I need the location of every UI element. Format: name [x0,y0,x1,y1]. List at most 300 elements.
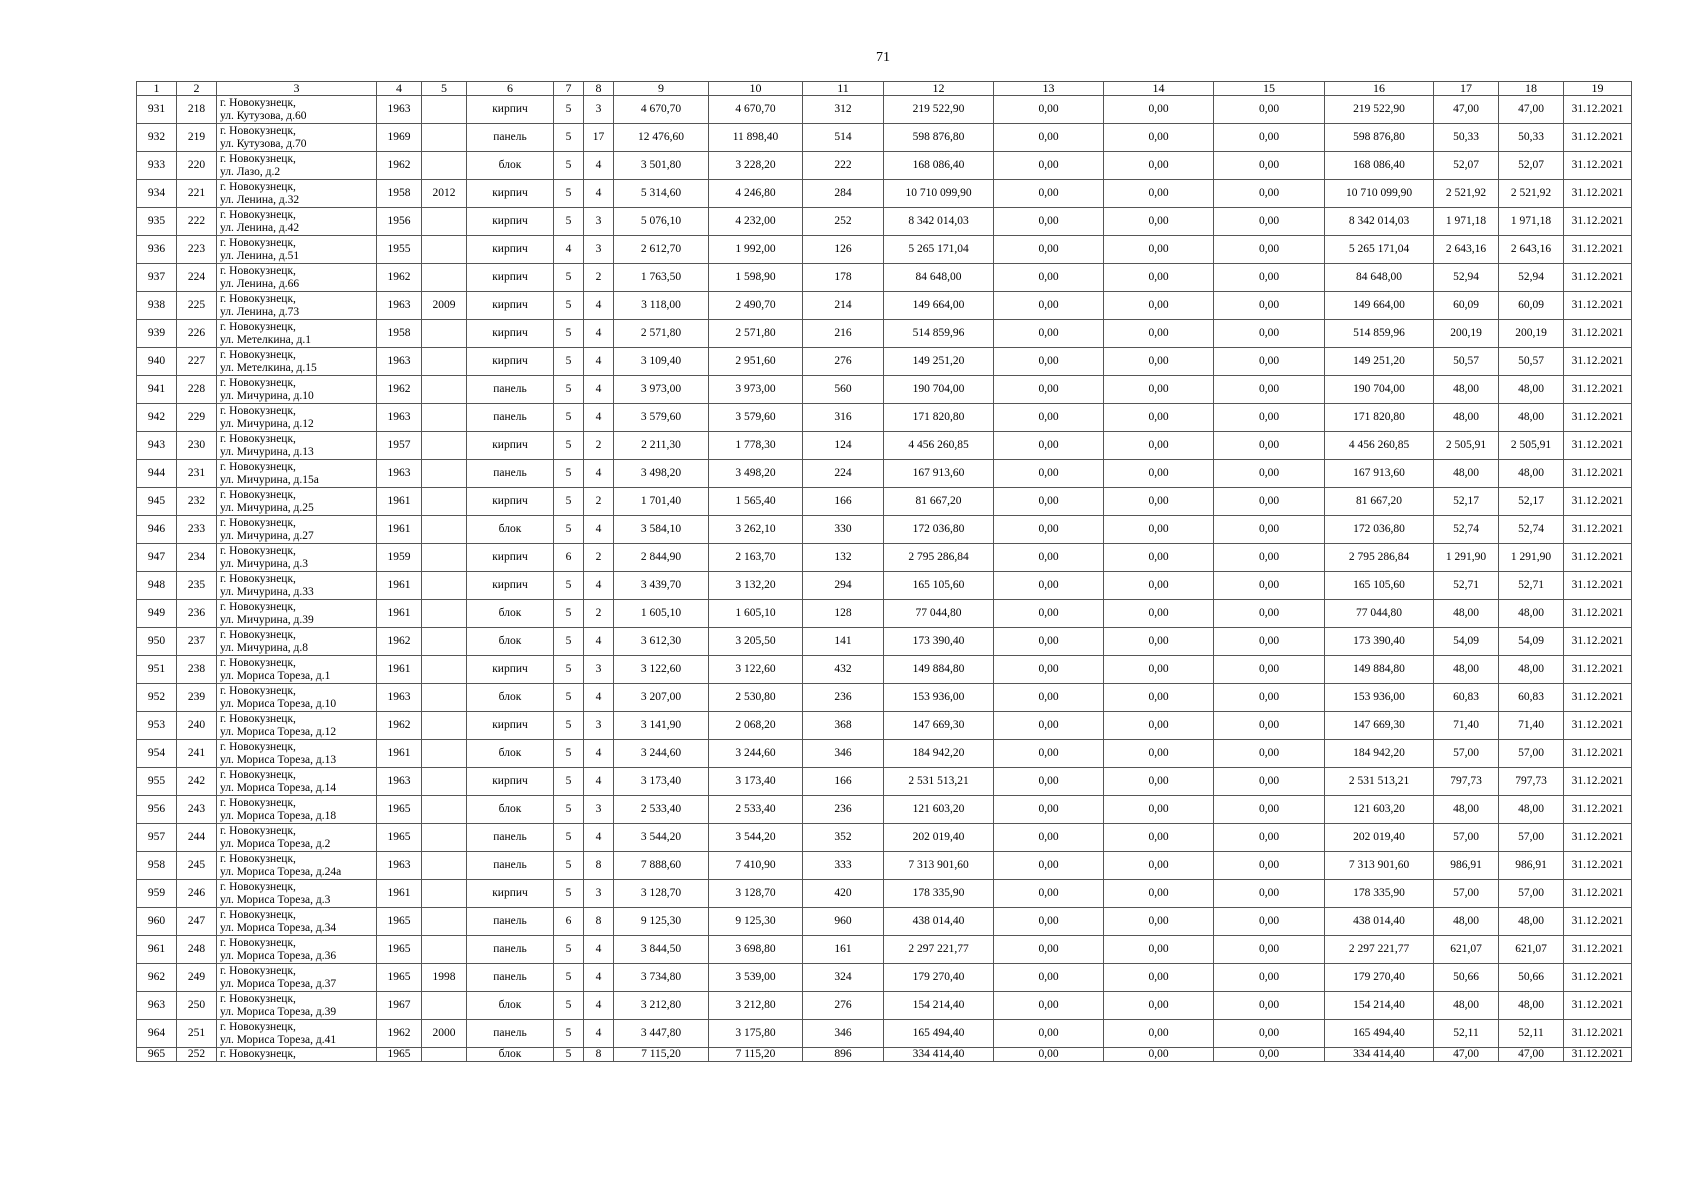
address-city: г. Новокузнецк, [220,488,296,501]
total-cost: 147 669,30 [884,712,994,740]
cost-col-13: 0,00 [994,320,1104,348]
floors: 5 [554,516,584,544]
table-row [137,908,1632,936]
wall-material: кирпич [467,348,554,376]
total-cost: 2 297 221,77 [884,936,994,964]
floors: 5 [554,152,584,180]
total-area: 3 207,00 [614,684,709,712]
living-area: 3 212,80 [709,992,803,1020]
column-header: 5 [422,82,467,96]
deadline-date: 31.12.2021 [1564,180,1632,208]
total-cost: 2 795 286,84 [884,544,994,572]
floors: 5 [554,880,584,908]
total-cost: 154 214,40 [884,992,994,1020]
residents: 333 [803,852,884,880]
column-header: 11 [803,82,884,96]
rate-col-18: 48,00 [1499,908,1564,936]
entrances: 3 [584,796,614,824]
build-year: 1963 [377,348,422,376]
rate-col-18: 2 521,92 [1499,180,1564,208]
living-area: 3 228,20 [709,152,803,180]
total-area: 3 579,60 [614,404,709,432]
cost-col-13: 0,00 [994,96,1104,124]
rate-col-18: 48,00 [1499,656,1564,684]
renovation-year [422,824,467,852]
address-street: ул. Мичурина, д.10 [220,389,314,402]
cost-col-13: 0,00 [994,1048,1104,1062]
address-cell [217,1020,377,1048]
table-row [137,936,1632,964]
address-city: г. Новокузнецк, [220,796,296,809]
cost-col-13: 0,00 [994,880,1104,908]
renovation-year [422,936,467,964]
item-number: 236 [177,600,217,628]
floors: 5 [554,460,584,488]
address-street: ул. Мориса Тореза, д.13 [220,753,337,766]
build-year: 1965 [377,824,422,852]
address-city: г. Новокузнецк, [220,208,296,221]
entrances: 8 [584,908,614,936]
row-number: 935 [137,208,177,236]
renovation-year [422,656,467,684]
rate-col-18: 54,09 [1499,628,1564,656]
wall-material: блок [467,600,554,628]
item-number: 244 [177,824,217,852]
cost-col-14: 0,00 [1104,320,1214,348]
table-row [137,152,1632,180]
living-area: 1 605,10 [709,600,803,628]
column-header: 7 [554,82,584,96]
cost-col-13: 0,00 [994,740,1104,768]
total-area: 3 447,80 [614,1020,709,1048]
item-number: 232 [177,488,217,516]
rate-col-17: 52,17 [1434,488,1499,516]
address-street: ул. Ленина, д.51 [220,249,300,262]
renovation-year [422,880,467,908]
row-number: 932 [137,124,177,152]
total-cost: 184 942,20 [884,740,994,768]
address-street: ул. Мичурина, д.12 [220,417,314,430]
build-year: 1963 [377,852,422,880]
renovation-year [422,152,467,180]
entrances: 3 [584,712,614,740]
build-year: 1961 [377,740,422,768]
deadline-date: 31.12.2021 [1564,684,1632,712]
renovation-year [422,544,467,572]
cost-col-15: 0,00 [1214,544,1325,572]
item-number: 233 [177,516,217,544]
residents: 324 [803,964,884,992]
item-number: 218 [177,96,217,124]
cost-col-13: 0,00 [994,236,1104,264]
total-area: 1 605,10 [614,600,709,628]
address-city: г. Новокузнецк, [220,96,296,109]
address-street: ул. Мориса Тореза, д.14 [220,781,337,794]
cost-col-16: 168 086,40 [1325,152,1434,180]
address-street: ул. Мичурина, д.39 [220,613,314,626]
entrances: 4 [584,936,614,964]
address-street: ул. Метелкина, д.1 [220,333,312,346]
item-number: 220 [177,152,217,180]
living-area: 7 410,90 [709,852,803,880]
deadline-date: 31.12.2021 [1564,152,1632,180]
renovation-year [422,460,467,488]
total-area: 9 125,30 [614,908,709,936]
table-row [137,544,1632,572]
living-area: 3 128,70 [709,880,803,908]
row-number: 950 [137,628,177,656]
renovation-year [422,600,467,628]
address-city: г. Новокузнецк, [220,376,296,389]
address-street: ул. Лазо, д.2 [220,165,281,178]
renovation-year [422,740,467,768]
cost-col-13: 0,00 [994,544,1104,572]
item-number: 245 [177,852,217,880]
deadline-date: 31.12.2021 [1564,348,1632,376]
cost-col-13: 0,00 [994,1020,1104,1048]
floors: 6 [554,908,584,936]
address-cell [217,656,377,684]
item-number: 249 [177,964,217,992]
entrances: 4 [584,992,614,1020]
wall-material: кирпич [467,292,554,320]
deadline-date: 31.12.2021 [1564,768,1632,796]
living-area: 3 132,20 [709,572,803,600]
cost-col-13: 0,00 [994,684,1104,712]
table-body [137,96,1632,1062]
cost-col-14: 0,00 [1104,152,1214,180]
deadline-date: 31.12.2021 [1564,264,1632,292]
address-city: г. Новокузнецк, [220,908,296,921]
renovation-year: 2000 [422,1020,467,1048]
build-year: 1961 [377,656,422,684]
address-street: ул. Метелкина, д.15 [220,361,317,374]
row-number: 960 [137,908,177,936]
cost-col-15: 0,00 [1214,684,1325,712]
rate-col-17: 48,00 [1434,908,1499,936]
cost-col-14: 0,00 [1104,656,1214,684]
rate-col-18: 52,17 [1499,488,1564,516]
floors: 5 [554,376,584,404]
item-number: 237 [177,628,217,656]
table-row [137,628,1632,656]
build-year: 1965 [377,936,422,964]
build-year: 1959 [377,544,422,572]
renovation-year [422,1048,467,1062]
table-row [137,432,1632,460]
deadline-date: 31.12.2021 [1564,824,1632,852]
address-cell [217,936,377,964]
build-year: 1963 [377,684,422,712]
table-row [137,516,1632,544]
rate-col-17: 50,33 [1434,124,1499,152]
build-year: 1962 [377,712,422,740]
living-area: 2 951,60 [709,348,803,376]
cost-col-15: 0,00 [1214,880,1325,908]
deadline-date: 31.12.2021 [1564,628,1632,656]
address-street: ул. Мориса Тореза, д.12 [220,725,337,738]
entrances: 4 [584,740,614,768]
cost-col-16: 165 494,40 [1325,1020,1434,1048]
entrances: 4 [584,768,614,796]
cost-col-14: 0,00 [1104,488,1214,516]
total-cost: 4 456 260,85 [884,432,994,460]
cost-col-14: 0,00 [1104,824,1214,852]
build-year: 1961 [377,600,422,628]
item-number: 241 [177,740,217,768]
floors: 5 [554,208,584,236]
table-row [137,264,1632,292]
row-number: 939 [137,320,177,348]
build-year: 1965 [377,964,422,992]
cost-col-16: 171 820,80 [1325,404,1434,432]
total-cost: 81 667,20 [884,488,994,516]
cost-col-13: 0,00 [994,936,1104,964]
floors: 5 [554,404,584,432]
table-row [137,488,1632,516]
address-city: г. Новокузнецк, [220,432,296,445]
living-area: 11 898,40 [709,124,803,152]
entrances: 3 [584,656,614,684]
address-street: ул. Ленина, д.32 [220,193,300,206]
build-year: 1961 [377,572,422,600]
floors: 5 [554,1048,584,1062]
address-street: ул. Мичурина, д.15а [220,473,319,486]
wall-material: кирпич [467,768,554,796]
total-cost: 10 710 099,90 [884,180,994,208]
item-number: 235 [177,572,217,600]
cost-col-16: 179 270,40 [1325,964,1434,992]
total-cost: 202 019,40 [884,824,994,852]
deadline-date: 31.12.2021 [1564,236,1632,264]
table-row [137,348,1632,376]
floors: 5 [554,432,584,460]
living-area: 3 173,40 [709,768,803,796]
row-number: 936 [137,236,177,264]
address-city: г. Новокузнецк, [220,824,296,837]
table-row [137,180,1632,208]
rate-col-18: 48,00 [1499,600,1564,628]
rate-col-17: 52,71 [1434,572,1499,600]
cost-col-16: 147 669,30 [1325,712,1434,740]
rate-col-18: 50,33 [1499,124,1564,152]
cost-col-13: 0,00 [994,572,1104,600]
address-cell [217,96,377,124]
residents: 141 [803,628,884,656]
address-city: г. Новокузнецк, [220,264,296,277]
cost-col-15: 0,00 [1214,96,1325,124]
living-area: 3 262,10 [709,516,803,544]
row-number: 959 [137,880,177,908]
address-city: г. Новокузнецк, [220,236,296,249]
cost-col-15: 0,00 [1214,1020,1325,1048]
total-cost: 219 522,90 [884,96,994,124]
build-year: 1962 [377,152,422,180]
address-street: ул. Мориса Тореза, д.2 [220,837,331,850]
address-cell [217,516,377,544]
cost-col-14: 0,00 [1104,516,1214,544]
deadline-date: 31.12.2021 [1564,908,1632,936]
cost-col-16: 84 648,00 [1325,264,1434,292]
wall-material: блок [467,796,554,824]
cost-col-15: 0,00 [1214,824,1325,852]
cost-col-14: 0,00 [1104,432,1214,460]
cost-col-14: 0,00 [1104,1020,1214,1048]
build-year: 1957 [377,432,422,460]
rate-col-18: 60,83 [1499,684,1564,712]
row-number: 956 [137,796,177,824]
rate-col-18: 1 291,90 [1499,544,1564,572]
cost-col-14: 0,00 [1104,796,1214,824]
rate-col-17: 48,00 [1434,656,1499,684]
table-row [137,796,1632,824]
rate-col-18: 52,11 [1499,1020,1564,1048]
row-number: 944 [137,460,177,488]
address-cell [217,320,377,348]
address-street: ул. Мориса Тореза, д.37 [220,977,337,990]
deadline-date: 31.12.2021 [1564,124,1632,152]
total-cost: 172 036,80 [884,516,994,544]
deadline-date: 31.12.2021 [1564,320,1632,348]
cost-col-13: 0,00 [994,292,1104,320]
build-year: 1962 [377,264,422,292]
entrances: 4 [584,152,614,180]
entrances: 4 [584,572,614,600]
housing-registry-table [136,81,1632,1062]
residents: 294 [803,572,884,600]
total-cost: 121 603,20 [884,796,994,824]
total-area: 2 533,40 [614,796,709,824]
item-number: 242 [177,768,217,796]
address-cell [217,152,377,180]
total-area: 3 109,40 [614,348,709,376]
table-row [137,124,1632,152]
wall-material: блок [467,628,554,656]
address-cell [217,124,377,152]
cost-col-15: 0,00 [1214,992,1325,1020]
address-city: г. Новокузнецк, [220,152,296,165]
residents: 896 [803,1048,884,1062]
address-city: г. Новокузнецк, [220,516,296,529]
table-row [137,1020,1632,1048]
wall-material: панель [467,964,554,992]
build-year: 1958 [377,180,422,208]
floors: 5 [554,684,584,712]
rate-col-18: 48,00 [1499,460,1564,488]
living-area: 2 068,20 [709,712,803,740]
cost-col-14: 0,00 [1104,236,1214,264]
entrances: 2 [584,544,614,572]
cost-col-15: 0,00 [1214,488,1325,516]
living-area: 1 778,30 [709,432,803,460]
cost-col-16: 172 036,80 [1325,516,1434,544]
residents: 432 [803,656,884,684]
row-number: 955 [137,768,177,796]
wall-material: кирпич [467,264,554,292]
column-header: 9 [614,82,709,96]
wall-material: панель [467,404,554,432]
rate-col-18: 48,00 [1499,796,1564,824]
cost-col-16: 173 390,40 [1325,628,1434,656]
total-area: 3 141,90 [614,712,709,740]
living-area: 7 115,20 [709,1048,803,1062]
item-number: 247 [177,908,217,936]
address-city: г. Новокузнецк, [220,600,296,613]
address-cell [217,628,377,656]
rate-col-18: 50,66 [1499,964,1564,992]
residents: 316 [803,404,884,432]
table-row [137,572,1632,600]
row-number: 949 [137,600,177,628]
cost-col-14: 0,00 [1104,460,1214,488]
address-city: г. Новокузнецк, [220,628,296,641]
renovation-year [422,432,467,460]
cost-col-13: 0,00 [994,124,1104,152]
total-cost: 149 884,80 [884,656,994,684]
address-cell [217,404,377,432]
cost-col-15: 0,00 [1214,656,1325,684]
cost-col-15: 0,00 [1214,460,1325,488]
total-area: 1 763,50 [614,264,709,292]
cost-col-14: 0,00 [1104,908,1214,936]
address-cell [217,880,377,908]
build-year: 1963 [377,460,422,488]
deadline-date: 31.12.2021 [1564,516,1632,544]
cost-col-14: 0,00 [1104,768,1214,796]
address-cell [217,236,377,264]
wall-material: панель [467,852,554,880]
floors: 5 [554,572,584,600]
cost-col-13: 0,00 [994,852,1104,880]
cost-col-15: 0,00 [1214,768,1325,796]
cost-col-15: 0,00 [1214,208,1325,236]
renovation-year [422,376,467,404]
entrances: 3 [584,208,614,236]
cost-col-15: 0,00 [1214,600,1325,628]
renovation-year [422,516,467,544]
cost-col-16: 2 531 513,21 [1325,768,1434,796]
total-area: 3 498,20 [614,460,709,488]
rate-col-17: 48,00 [1434,600,1499,628]
entrances: 4 [584,964,614,992]
address-cell [217,292,377,320]
rate-col-18: 621,07 [1499,936,1564,964]
total-area: 3 212,80 [614,992,709,1020]
address-street: ул. Ленина, д.73 [220,305,300,318]
cost-col-13: 0,00 [994,264,1104,292]
deadline-date: 31.12.2021 [1564,376,1632,404]
cost-col-16: 10 710 099,90 [1325,180,1434,208]
cost-col-14: 0,00 [1104,544,1214,572]
renovation-year: 2009 [422,292,467,320]
living-area: 4 246,80 [709,180,803,208]
row-number: 961 [137,936,177,964]
address-city: г. Новокузнецк, [220,684,296,697]
build-year: 1962 [377,1020,422,1048]
deadline-date: 31.12.2021 [1564,292,1632,320]
rate-col-18: 60,09 [1499,292,1564,320]
address-city: г. Новокузнецк, [220,1020,296,1033]
floors: 5 [554,936,584,964]
address-street: ул. Мориса Тореза, д.18 [220,809,337,822]
cost-col-16: 165 105,60 [1325,572,1434,600]
residents: 126 [803,236,884,264]
deadline-date: 31.12.2021 [1564,208,1632,236]
floors: 5 [554,740,584,768]
rate-col-18: 200,19 [1499,320,1564,348]
rate-col-18: 57,00 [1499,740,1564,768]
renovation-year [422,852,467,880]
